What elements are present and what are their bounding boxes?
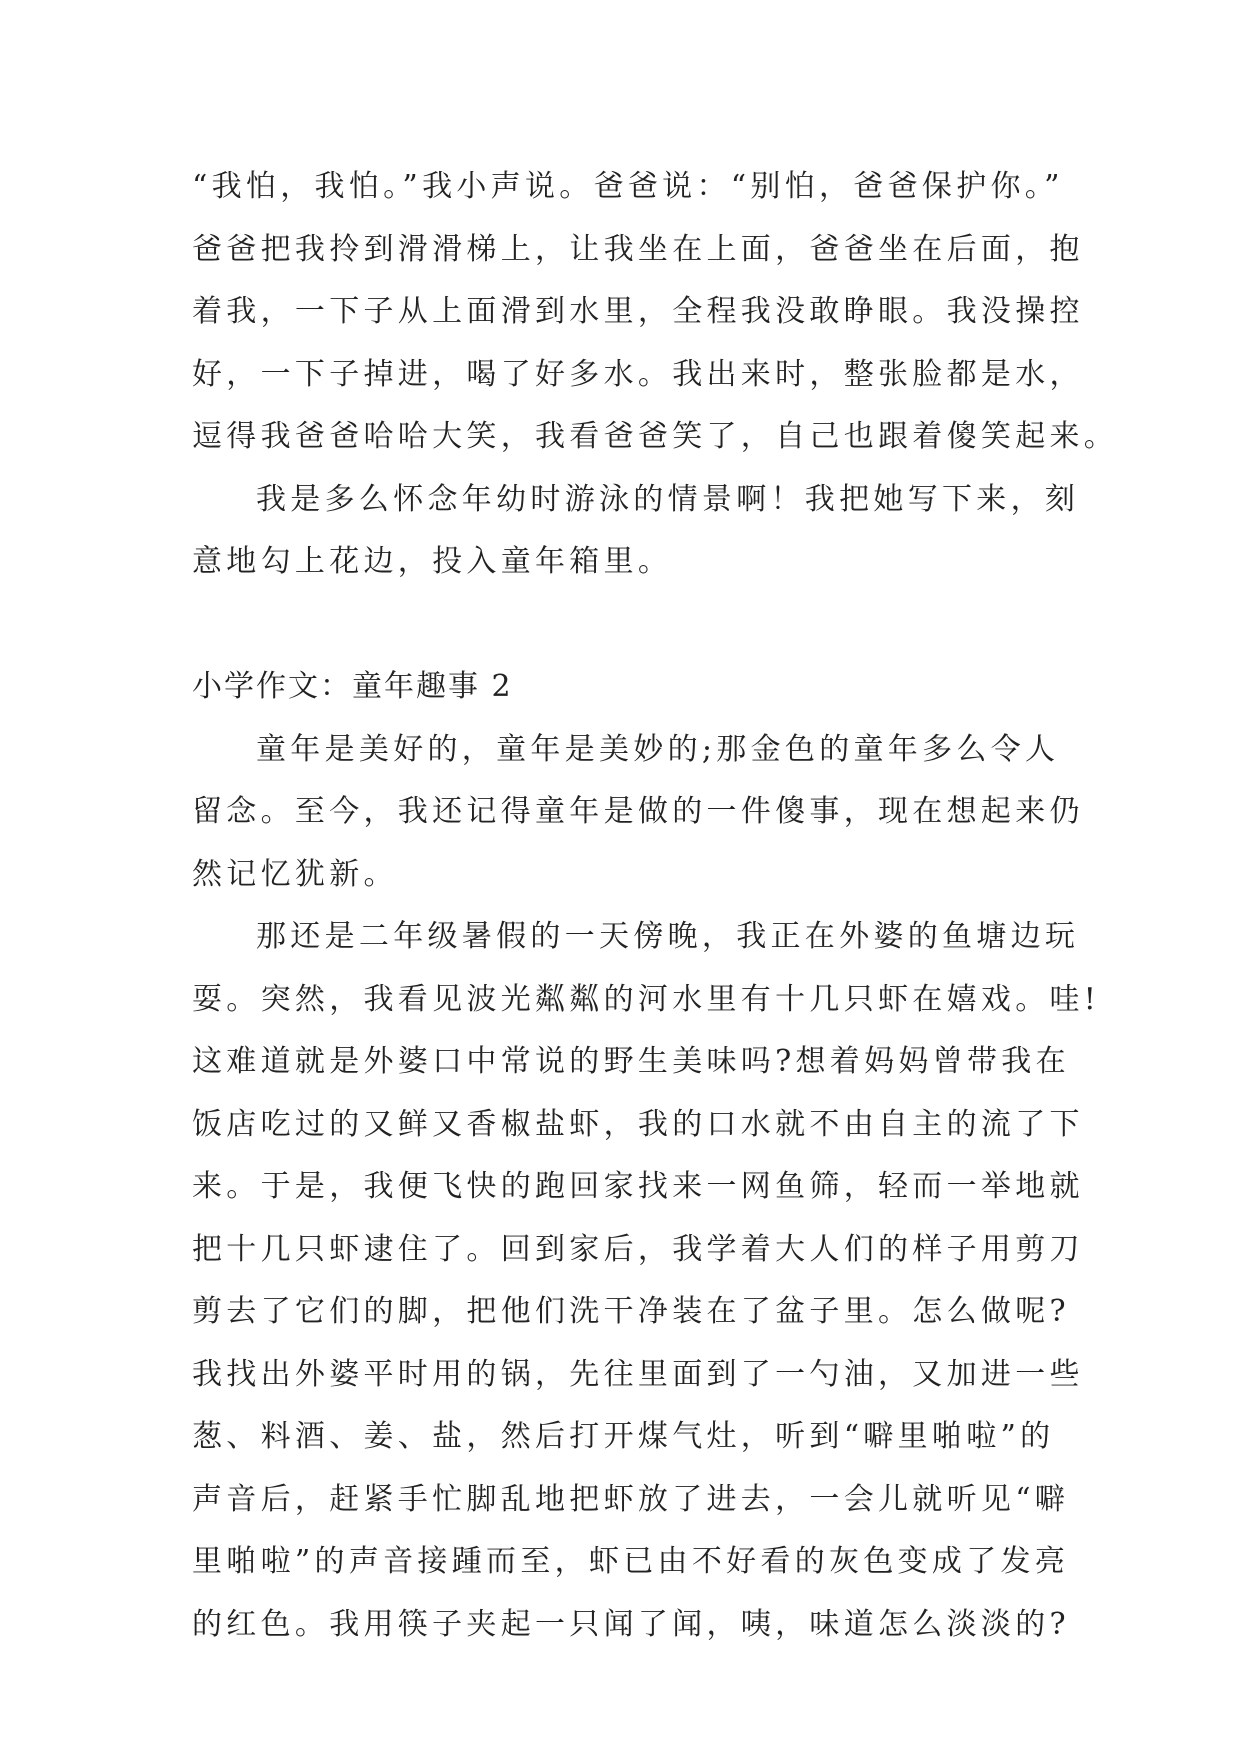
- paragraph-3: [192, 719, 1084, 907]
- text-line: 里啪啦”的声音接踵而至，虾已由不好看的灰色变成了发亮: [192, 1544, 1070, 1579]
- text-line: 把十几只虾逮住了。回到家后，我学着大人们的样子用剪刀: [192, 1231, 1084, 1267]
- text-line: 好，一下子掉进，喝了好多水。我出来时，整张脸都是水，: [192, 356, 1084, 392]
- text-line: 意地勾上花边，投入童年箱里。: [192, 544, 673, 579]
- text-line: 留念。至今，我还记得童年是做的一件傻事，现在想起来仍: [192, 794, 1084, 829]
- text-line: 我是多么怀念年幼时游泳的情景啊！我把她写下来，刻: [256, 481, 1080, 517]
- text-line: 爸爸把我拎到滑滑梯上，让我坐在上面，爸爸坐在后面，抱: [192, 231, 1084, 267]
- text-line: 童年是美好的，童年是美妙的;那金色的童年多么令人: [256, 731, 1060, 767]
- text-line: 来。于是，我便飞快的跑回家找来一网鱼筛，轻而一举地就: [192, 1169, 1084, 1204]
- text-line: 我找出外婆平时用的锅，先往里面到了一勺油，又加进一些: [192, 1356, 1084, 1392]
- section-heading: 小学作文：童年趣事 2: [192, 669, 513, 704]
- paragraph-4: [192, 906, 1101, 1656]
- text-line: “我怕，我怕。”我小声说。爸爸说：“别怕，爸爸保护你。”: [192, 169, 1064, 204]
- text-line: 声音后，赶紧手忙脚乱地把虾放了进去，一会儿就听见“噼: [192, 1481, 1070, 1517]
- document-body: [192, 156, 1119, 1656]
- text-line: 饭店吃过的又鲜又香椒盐虾，我的口水就不由自主的流了下: [192, 1106, 1084, 1142]
- text-line: 剪去了它们的脚，把他们洗干净装在了盆子里。怎么做呢?: [192, 1294, 1070, 1329]
- section-gap: [192, 594, 1052, 657]
- text-line: 着我，一下子从上面滑到水里，全程我没敢睁眼。我没操控: [192, 294, 1084, 329]
- text-line: 那还是二年级暑假的一天傍晚，我正在外婆的鱼塘边玩: [256, 919, 1080, 954]
- paragraph-2: [192, 469, 1080, 594]
- text-line: 逗得我爸爸哈哈大笑，我看爸爸笑了，自己也跟着傻笑起来。: [192, 419, 1119, 454]
- text-line: 的红色。我用筷子夹起一只闻了闻，咦，味道怎么淡淡的?: [192, 1606, 1070, 1642]
- text-line: 耍。突然，我看见波光粼粼的河水里有十几只虾在嬉戏。哇!: [192, 981, 1101, 1017]
- text-line: 然记忆犹新。: [192, 856, 398, 892]
- text-line: 葱、料酒、姜、盐，然后打开煤气灶，听到“噼里啪啦”的: [192, 1419, 1055, 1454]
- paragraph-1: [192, 156, 1119, 469]
- text-line: 这难道就是外婆口中常说的野生美味吗?想着妈妈曾带我在: [192, 1044, 1070, 1079]
